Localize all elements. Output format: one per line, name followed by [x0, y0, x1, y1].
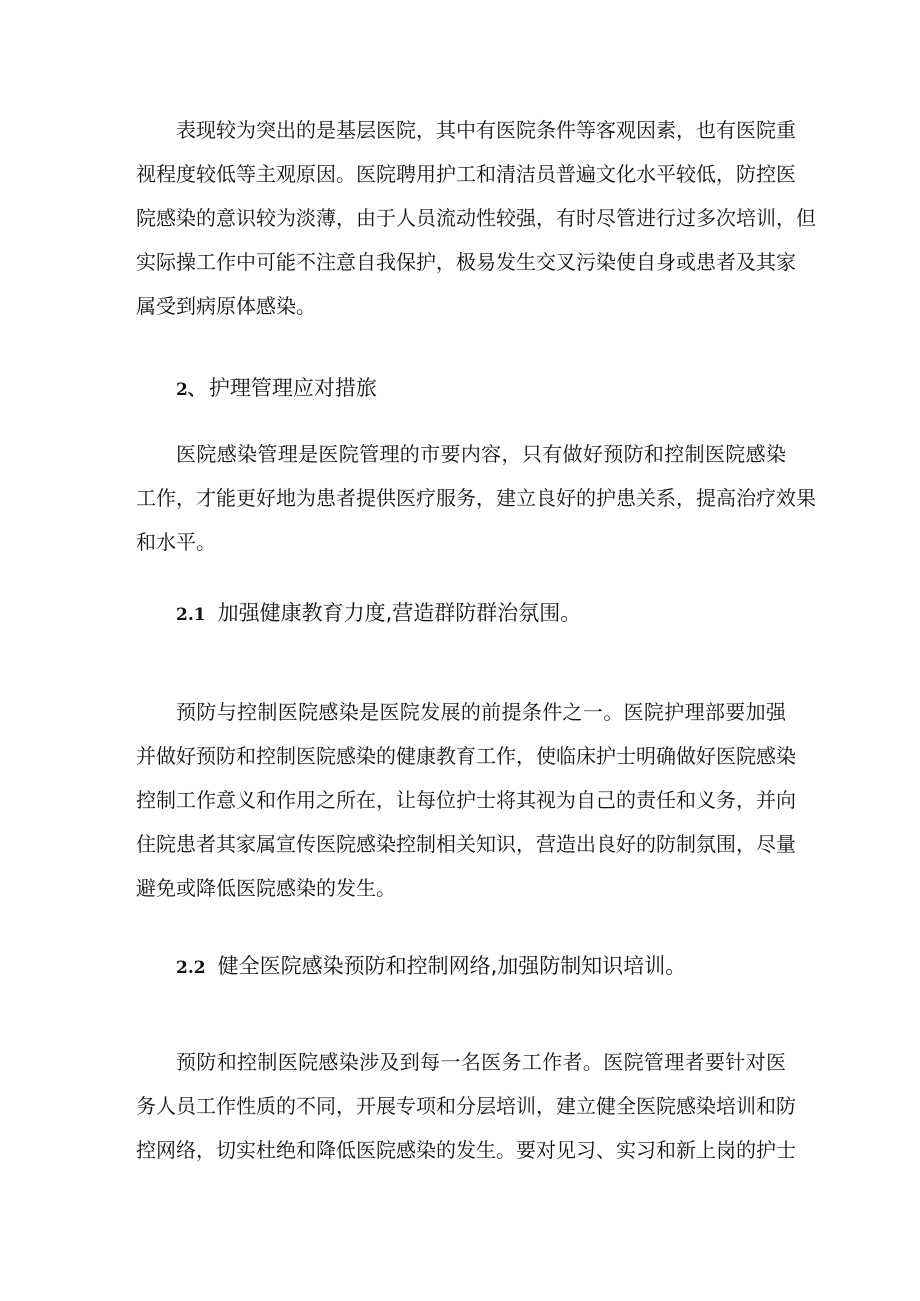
paragraph-infection-management: [136, 432, 816, 564]
paragraph-line: 和水平。: [136, 530, 216, 554]
section-heading-2-1: [176, 597, 581, 627]
paragraph-line: 并做好预防和控制医院感染的健康教育工作，使临床护士明确做好医院感染: [136, 744, 796, 768]
paragraph-line: 表现较为突出的是基层医院，其中有医院条件等客观因素，也有医院重: [176, 118, 796, 142]
paragraph-line: 控制工作意义和作用之所在，让每位护士将其视为自己的责任和义务，并向: [136, 788, 796, 812]
paragraph-line: 控网络，切实杜绝和降低医院感染的发生。要对见习、实习和新上岗的护士: [136, 1138, 796, 1162]
paragraph-training-network: [136, 1040, 796, 1172]
section-number: 2、: [176, 380, 205, 400]
paragraph-line: 属受到病原体感染。: [136, 294, 316, 318]
paragraph-line: 实际操工作中可能不注意自我保护，极易发生交叉污染使自身或患者及其家: [136, 250, 796, 274]
paragraph-health-education: [136, 690, 796, 910]
section-title: 加强健康教育力度,营造群防群治氛围。: [217, 601, 582, 625]
paragraph-line: 务人员工作性质的不同，开展专项和分层培训，建立健全医院感染培训和防: [136, 1094, 796, 1118]
section-number: 2.1: [176, 605, 206, 625]
paragraph-line: 视程度较低等主观原因。医院聘用护工和清洁员普遍文化水平较低，防控医: [136, 162, 796, 186]
paragraph-line: 工作，才能更好地为患者提供医疗服务，建立良好的护患关系，提高治疗效果: [136, 486, 816, 510]
paragraph-line: 预防和控制医院感染涉及到每一名医务工作者。医院管理者要针对医: [176, 1050, 786, 1074]
section-title: 护理管理应对措旅: [208, 376, 377, 400]
paragraph-line: 院感染的意识较为淡薄，由于人员流动性较强，有时尽管进行过多次培训，但: [136, 206, 816, 230]
paragraph-rural-hospitals: [136, 108, 816, 328]
paragraph-line: 医院感染管理是医院管理的市要内容，只有做好预防和控制医院感染: [176, 442, 786, 466]
section-title: 健全医院感染预防和控制网络,加强防制知识培训。: [217, 954, 687, 978]
section-heading-2-2: [176, 950, 686, 980]
section-heading-2: [176, 372, 377, 402]
paragraph-line: 预防与控制医院感染是医院发展的前提条件之一。医院护理部要加强: [176, 700, 786, 724]
paragraph-line: 住院患者其家属宣传医院感染控制相关知识，营造出良好的防制氛围，尽量: [136, 832, 796, 856]
paragraph-line: 避免或降低医院感染的发生。: [136, 876, 396, 900]
section-number: 2.2: [176, 958, 206, 978]
